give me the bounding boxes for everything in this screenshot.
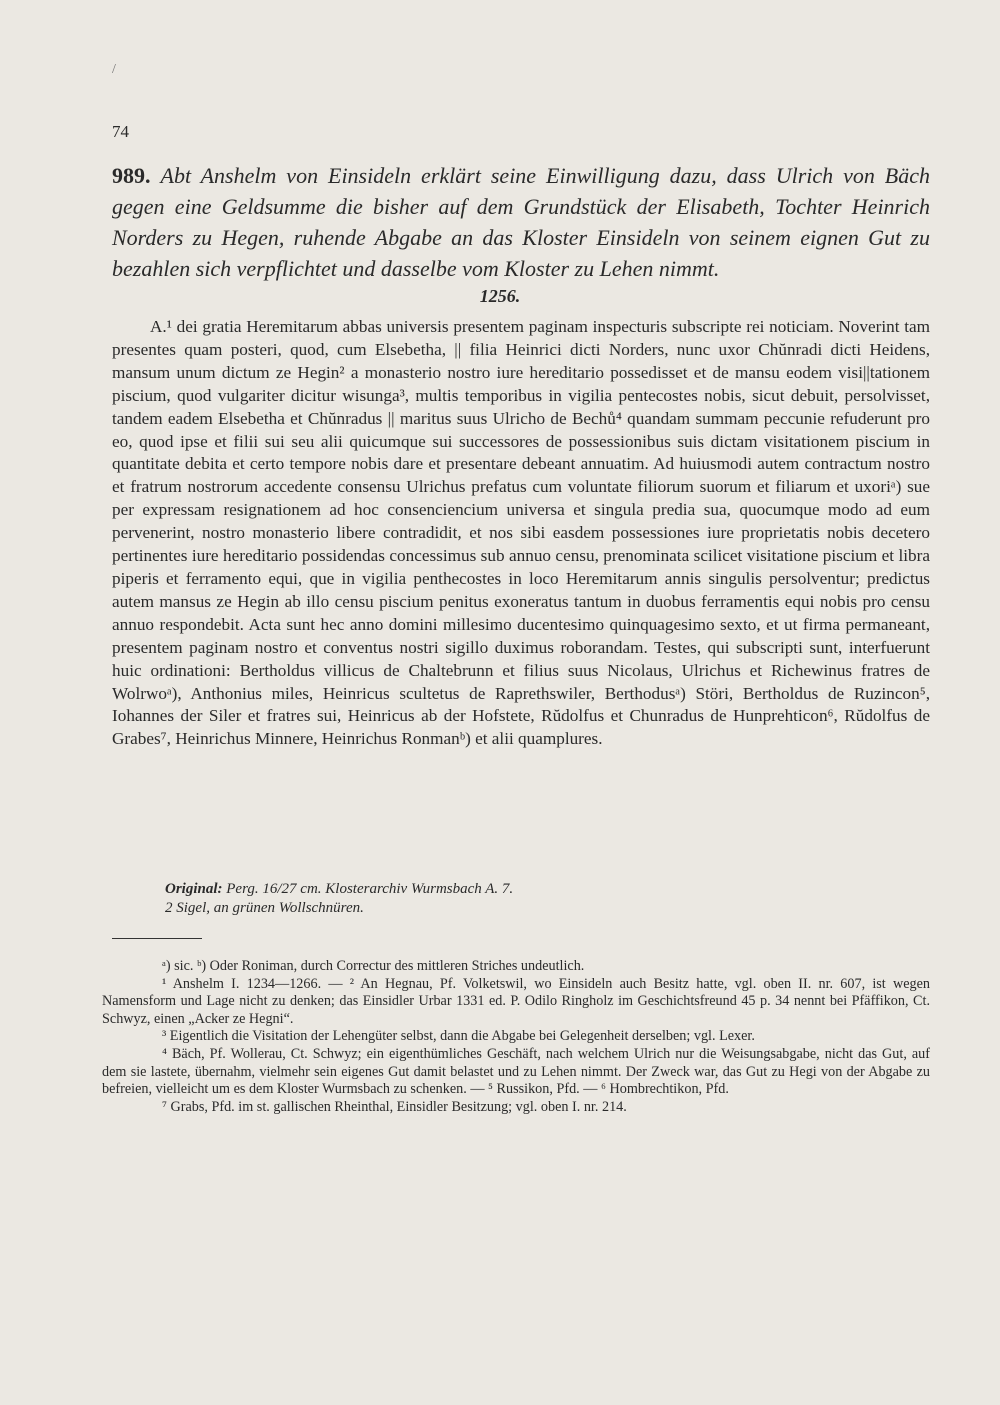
footnote-divider <box>112 938 202 939</box>
document-heading <box>112 160 930 284</box>
source-line-1 <box>165 880 925 899</box>
source-description: Perg. 16/27 cm. Klosterarchiv Wurmsbach A. 7. <box>226 881 514 897</box>
footnote-7: ⁷ Grabs, Pfd. im st. gallischen Rheinthal, Einsidler Besitzung; vgl. oben I. nr. 214. <box>162 1098 627 1115</box>
footnote-3: ³ Eigentlich die Visitation der Lehengüter selbst, dann die Abgabe bei Gelegenheit derselben; vgl. Lexer. <box>162 1028 755 1045</box>
document-number: 989. <box>112 163 151 188</box>
footnotes <box>102 958 930 1116</box>
footnote-variants: ᵃ) sic. ᵇ) Oder Roniman, durch Correctur des mittleren Striches undeutlich. <box>162 958 585 974</box>
charter-body: A.¹ dei gratia Heremitarum abbas universis presentem paginam inspecturis subscripte rei noticiam. Noverint tam presentes quam posteri, quod, cum Elsebetha, || filia Heinrici dicti Norders, nunc uxor Chŭnradi dicti Heidens, mansum unum dictum ze Hegin² a monasterio nostro iure hereditario possedisset et de mansu eodem visi||tationem piscium, quod vulgariter dicitur wisunga³, multis temporibus in vigilia pentecostes nobis, sicut debuit, persolvisset, tandem eadem Elsebetha et Chŭnradus || maritus suus Ulricho de Bechů⁴ quandam summam peccunie refuderunt pro eo, quod ipse et filii sui seu alii quicumque sui successores de possessionibus suis dictam visitationem piscium in quantitate debita et certo tempore nobis dare et presentare debeant annuatim. Ad huiusmodi autem contractum nostro et fratrum nostrorum accedente consensu Ulrichus prefatus cum voluntate filiorum suorum et filiarum et uxoriᵃ) sue per expressam resignationem ad hoc consenciencium universa et singula predia sua, quocumque modo ad eum pervenerint, nostro monasterio libere contradidit, et nos sibi easdem possessiones iure proprietatis nobis decetero pertinentes iure hereditario possidendas concessimus sub annuo censu, prenominata scilicet visitatione piscium et libra piperis et ferramento equi, que in vigilia penthecostes in loco Heremitarum annis singulis persolventur; predictus autem mansus ze Hegin ab illo censu piscium penitus exoneratus tantum in duobus ferramentis equi nobis pro censu annuo respondebit. Acta sunt hec anno domini millesimo ducentesimo quinquagesimo sexto, et ut firma permaneant, presentem paginam nostro et conventus nostri sigillo duximus roborandam. Testes, qui subscripti sunt, interfuerunt huic ordinationi: Bertholdus villicus de Chaltebrunn et filius suus Nicolaus, Ulrichus et Richewinus fratres de Wolrwoᵃ), Anthonius miles, Heinricus scultetus de Raprethswiler, Berthodusᵃ) Störi, Bertholdus de Ruzincon⁵, Iohannes der Siler et fratres sui, Heinricus ab der Hofstete, Rŭdolfus et Chunradus de Hunprehticon⁶, Rŭdolfus de Grabes⁷, Heinrichus Minnere, Heinrichus Ronmanᵇ) et alii quamplures. <box>112 317 930 749</box>
footnote-4-6: ⁴ Bäch, Pf. Wollerau, Ct. Schwyz; ein eigenthümliches Geschäft, nach welchem Ulrich nur die Weisungsabgabe, nicht das Gut, auf dem sie lastete, übernahm, vielmehr sein eigenes Gut damit belastet und zu Lehen nimmt. Der Zweck war, das Gut zu Hegi von der Abgabe zu befreien, vielleicht um es dem Kloster Wurmsbach zu schenken. — ⁵ Russikon, Pfd. — ⁶ Hombrechtikon, Pfd. <box>102 1045 930 1098</box>
document-summary: Abt Anshelm von Einsideln erklärt seine Einwilligung dazu, dass Ulrich von Bäch gegen eine Geldsumme die bisher auf dem Grundstück der Elisabeth, Tochter Heinrich Norders zu Hegen, ruhende Abgabe an das Kloster Einsideln von seinem eignen Gut zu bezahlen sich verpflichtet und dasselbe vom Kloster zu Lehen nimmt. <box>112 163 930 281</box>
corner-pencil-mark: / <box>112 62 116 77</box>
charter-text <box>112 316 930 751</box>
source-line-2: 2 Sigel, an grünen Wollschnüren. <box>165 900 364 916</box>
footnote-1-2: ¹ Anshelm I. 1234—1266. — ² An Hegnau, Pf. Volketswil, wo Einsideln auch Besitz hatte, vgl. oben II. nr. 607, ist wegen Namensform und Lage nicht zu denken; das Einsidler Urbar 1331 ed. P. Odilo Ringholz im Geschichtsfreund 45 p. 34 nennt bei Pfäffikon, Ct. Schwyz, einen „Acker ze Hegni“. <box>102 975 930 1027</box>
source-label: Original: <box>165 881 223 897</box>
document-year: 1256. <box>479 286 521 306</box>
source-note <box>165 880 925 918</box>
page-number: 74 <box>112 122 129 141</box>
